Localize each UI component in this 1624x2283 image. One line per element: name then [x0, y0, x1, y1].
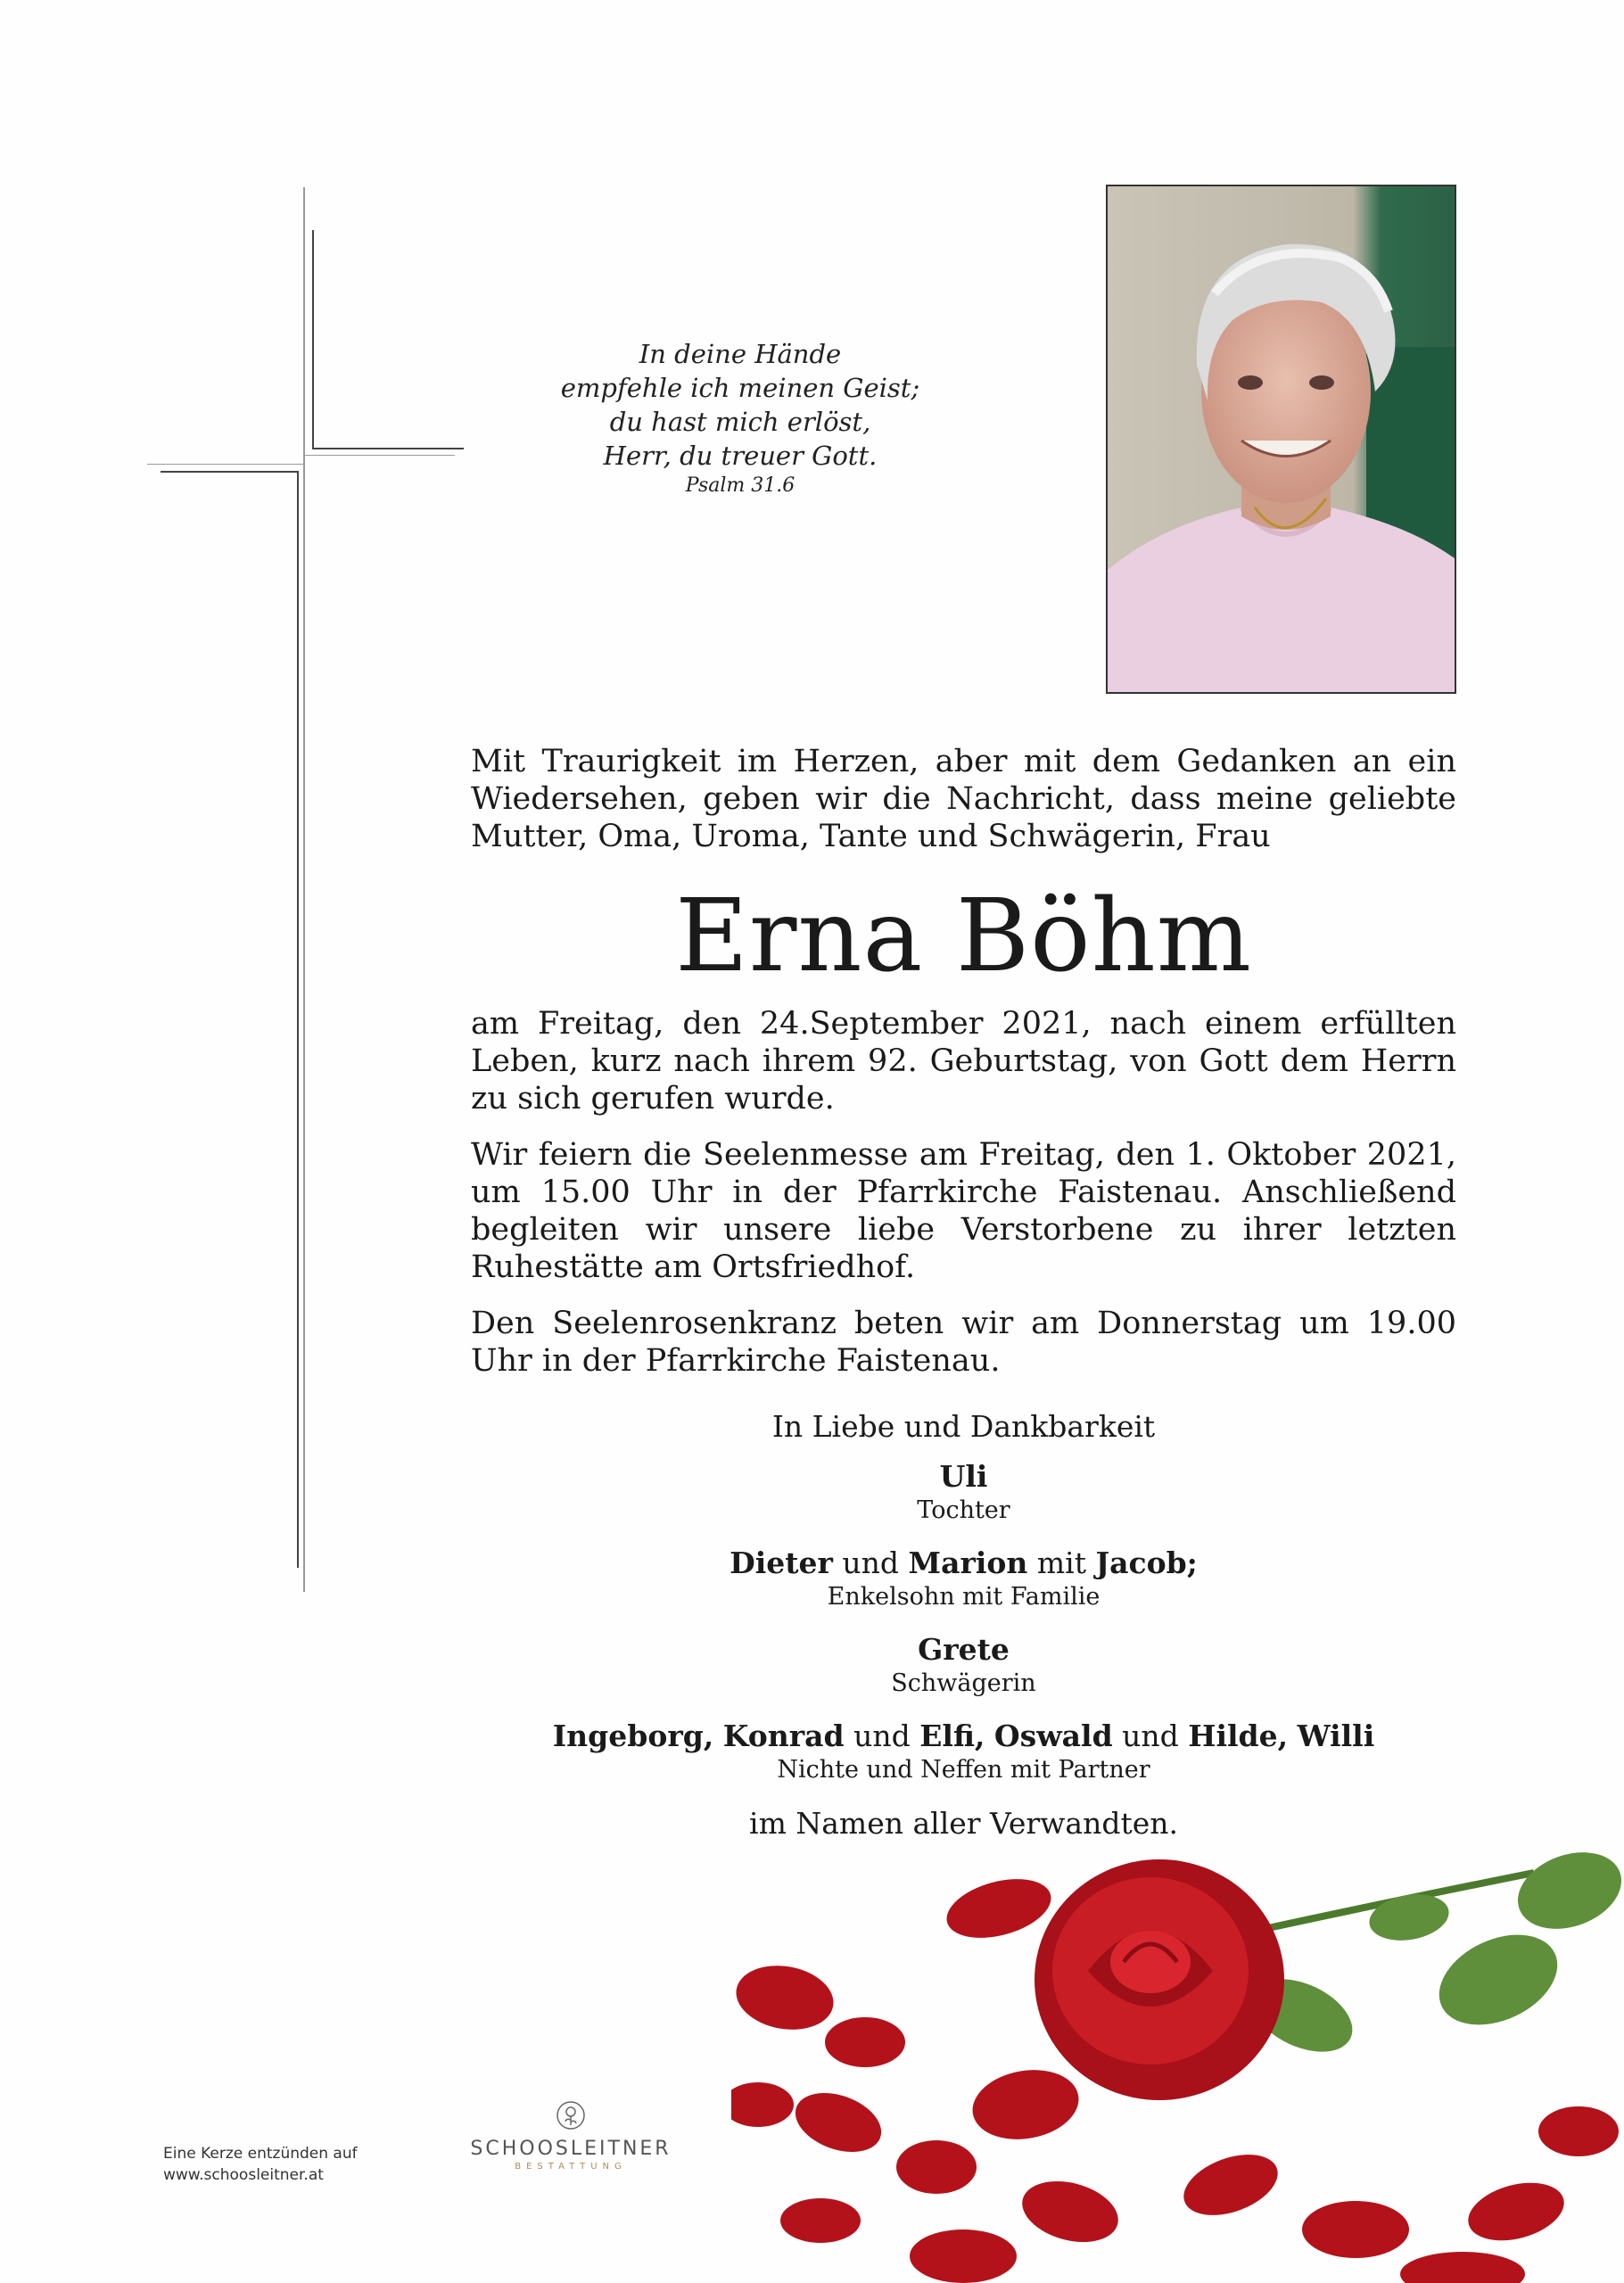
- mourner-relation: Schwägerin: [891, 1669, 1036, 1697]
- closing-line: im Namen aller Verwandten.: [749, 1806, 1178, 1841]
- logo-name: SCHOOSLEITNER: [470, 2138, 672, 2160]
- psalm-line: du hast mich erlöst,: [609, 407, 871, 437]
- website-link[interactable]: www.schoosleitner.at: [163, 2166, 324, 2184]
- roses-decoration: [731, 1837, 1624, 2283]
- psalm-reference: Psalm 31.6: [685, 474, 796, 497]
- mourner-relation: Enkelsohn mit Familie: [827, 1583, 1101, 1611]
- psalm-line: In deine Hände: [639, 339, 842, 369]
- psalm-line: empfehle ich meinen Geist;: [560, 373, 920, 403]
- mourner-first-name: Willi: [1297, 1718, 1375, 1753]
- mourner-name: Grete: [918, 1632, 1010, 1667]
- mourner-relation: Tochter: [917, 1496, 1010, 1524]
- rose-logo-icon: [556, 2100, 586, 2131]
- mourner-name: [471, 1718, 1456, 1754]
- mourner-name: [471, 1545, 1456, 1581]
- mourner-first-name: Oswald: [993, 1718, 1113, 1753]
- death-notice-paragraph: am Freitag, den 24.September 2021, nach einem erfüllten Leben, kurz nach ihrem 92. Geburtstag, von Gott dem Herrn zu sich gerufen wurde.: [471, 1006, 1456, 1117]
- mourner-first-name: Dieter: [730, 1545, 833, 1580]
- conjunction: und: [842, 1545, 900, 1580]
- logo-subtitle: BESTATTUNG: [515, 2162, 627, 2172]
- mourner-first-name: Ingeborg,: [552, 1718, 714, 1753]
- candle-text: Eine Kerze entzünden auf: [163, 2145, 358, 2163]
- mourner-name: Uli: [939, 1459, 988, 1494]
- mourner-first-name: Marion: [908, 1545, 1028, 1580]
- mourners-heading: In Liebe und Dankbarkeit: [771, 1409, 1156, 1444]
- conjunction: und: [853, 1718, 911, 1753]
- rosary-paragraph: Den Seelenrosenkranz beten wir am Donnerstag um 19.00 Uhr in der Pfarrkirche Faistenau.: [471, 1306, 1456, 1379]
- mourner-first-name: Jacob;: [1095, 1545, 1198, 1580]
- mourner-relation: Nichte und Neffen mit Partner: [777, 1756, 1150, 1784]
- company-logo: [468, 2100, 673, 2172]
- conjunction: und: [1122, 1718, 1179, 1753]
- intro-paragraph: Mit Traurigkeit im Herzen, aber mit dem Gedanken an ein Wiedersehen, geben wir die Nachricht, dass meine geliebte Mutter, Oma, Uroma, Tante und Schwägerin, Frau: [471, 744, 1456, 854]
- psalm-line: Herr, du treuer Gott.: [603, 441, 878, 471]
- conjunction: mit: [1036, 1545, 1086, 1580]
- portrait-illustration: [1108, 186, 1456, 694]
- deceased-name: Erna Böhm: [675, 878, 1252, 994]
- mourner-first-name: Elfi,: [919, 1718, 985, 1753]
- footer-candle-info: [163, 2143, 358, 2186]
- funeral-mass-paragraph: Wir feiern die Seelenmesse am Freitag, den 1. Oktober 2021, um 15.00 Uhr in der Pfarrkirche Faistenau. Anschließend begleiten wir unsere liebe Verstorbene zu ihrer letzten Ruhestätte am Ortsfriedhof.: [471, 1137, 1456, 1285]
- mourner-first-name: Hilde,: [1188, 1718, 1289, 1753]
- psalm-quote: [499, 337, 981, 499]
- portrait-photo: [1106, 185, 1456, 694]
- mourner-first-name: Konrad: [722, 1718, 845, 1753]
